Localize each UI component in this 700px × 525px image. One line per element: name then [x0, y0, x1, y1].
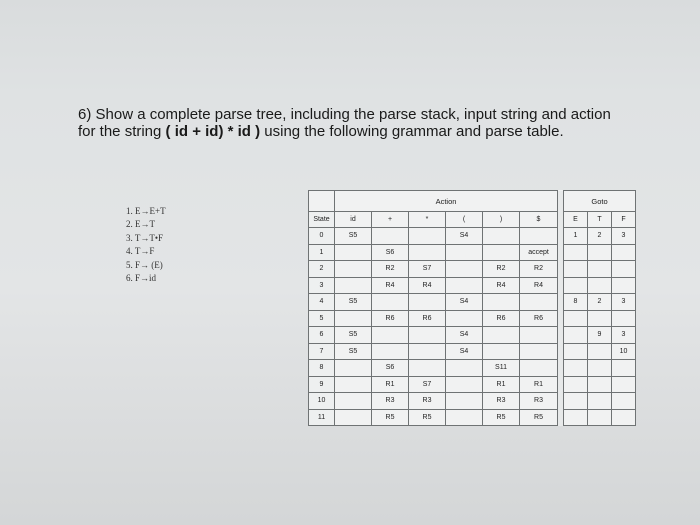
- action-cell: [446, 409, 483, 426]
- action-cell: R3: [409, 393, 446, 410]
- action-cell: R6: [372, 310, 409, 327]
- action-cell: [446, 310, 483, 327]
- action-cell: [446, 277, 483, 294]
- state-cell: 9: [309, 376, 335, 393]
- action-cell: R5: [520, 409, 558, 426]
- action-cell: [335, 261, 372, 278]
- goto-cell: 2: [588, 228, 612, 245]
- table-row: [309, 244, 636, 261]
- state-cell: 11: [309, 409, 335, 426]
- goto-cell: [564, 393, 588, 410]
- action-cell: S5: [335, 343, 372, 360]
- action-cell: [335, 409, 372, 426]
- action-cell: S4: [446, 294, 483, 311]
- action-cell: S7: [409, 376, 446, 393]
- goto-cell: [612, 376, 636, 393]
- action-cell: [335, 310, 372, 327]
- goto-cell: [588, 393, 612, 410]
- goto-cell: [564, 360, 588, 377]
- action-cell: [372, 294, 409, 311]
- action-cell: R2: [372, 261, 409, 278]
- action-cell: R3: [483, 393, 520, 410]
- action-cell: R5: [372, 409, 409, 426]
- goto-cell: [564, 409, 588, 426]
- action-cell: [520, 294, 558, 311]
- goto-cell: [588, 261, 612, 278]
- table-row: [309, 261, 636, 278]
- action-cell: S4: [446, 327, 483, 344]
- goto-cell: [564, 261, 588, 278]
- table-row: [309, 228, 636, 245]
- table-row: [309, 409, 636, 426]
- state-cell: 5: [309, 310, 335, 327]
- table-row: [309, 277, 636, 294]
- goto-cell: 1: [564, 228, 588, 245]
- action-cell: S4: [446, 228, 483, 245]
- goto-cell: [588, 277, 612, 294]
- action-cell: R2: [483, 261, 520, 278]
- state-cell: 2: [309, 261, 335, 278]
- action-cell: R4: [483, 277, 520, 294]
- action-cell: R1: [372, 376, 409, 393]
- goto-cell: [612, 393, 636, 410]
- goto-column-header: F: [612, 212, 636, 228]
- grammar-rule: 3. T→T•F: [126, 232, 163, 243]
- goto-column-header: T: [588, 212, 612, 228]
- table-row: [309, 376, 636, 393]
- action-cell: [446, 360, 483, 377]
- action-cell: R1: [520, 376, 558, 393]
- goto-cell: [564, 310, 588, 327]
- action-cell: S6: [372, 360, 409, 377]
- table-row: [309, 327, 636, 344]
- goto-cell: 3: [612, 294, 636, 311]
- action-cell: S7: [409, 261, 446, 278]
- state-cell: 1: [309, 244, 335, 261]
- action-column-header: (: [446, 212, 483, 228]
- parse-table: [308, 190, 636, 426]
- table-row: [309, 310, 636, 327]
- goto-cell: [588, 360, 612, 377]
- goto-cell: 8: [564, 294, 588, 311]
- action-cell: [446, 261, 483, 278]
- goto-cell: 9: [588, 327, 612, 344]
- action-cell: S11: [483, 360, 520, 377]
- grammar-rule: 6. F→id: [126, 273, 157, 284]
- action-cell: S5: [335, 327, 372, 344]
- action-cell: R3: [520, 393, 558, 410]
- action-cell: R4: [372, 277, 409, 294]
- action-cell: S6: [372, 244, 409, 261]
- action-cell: [520, 343, 558, 360]
- goto-cell: [612, 261, 636, 278]
- action-cell: [520, 360, 558, 377]
- grammar-rule: 1. E→E+T: [126, 206, 166, 216]
- state-cell: 8: [309, 360, 335, 377]
- action-cell: R3: [372, 393, 409, 410]
- goto-cell: [564, 343, 588, 360]
- grammar-rule: 2. E→T: [126, 219, 155, 230]
- action-cell: [483, 343, 520, 360]
- question-line-2: [78, 123, 678, 140]
- goto-cell: [612, 277, 636, 294]
- input-string: ( id + id) * id ): [165, 123, 261, 140]
- goto-cell: 10: [612, 343, 636, 360]
- goto-cell: [612, 360, 636, 377]
- action-cell: [335, 277, 372, 294]
- goto-cell: 3: [612, 327, 636, 344]
- action-cell: [520, 228, 558, 245]
- table-row: [309, 393, 636, 410]
- table-row: [309, 343, 636, 360]
- action-cell: [409, 244, 446, 261]
- action-cell: [335, 376, 372, 393]
- goto-cell: 2: [588, 294, 612, 311]
- action-column-header: +: [372, 212, 409, 228]
- action-cell: [483, 327, 520, 344]
- state-header: State: [309, 212, 335, 228]
- action-cell: [446, 376, 483, 393]
- goto-cell: [612, 409, 636, 426]
- grammar-rule: 5. F→ (E): [126, 259, 163, 270]
- action-cell: [372, 228, 409, 245]
- goto-cell: [588, 409, 612, 426]
- action-cell: S4: [446, 343, 483, 360]
- parse-table-body: [309, 228, 636, 426]
- goto-cell: [564, 327, 588, 344]
- state-cell: 0: [309, 228, 335, 245]
- state-cell: 6: [309, 327, 335, 344]
- action-cell: S5: [335, 228, 372, 245]
- action-cell: [520, 327, 558, 344]
- table-row: [309, 360, 636, 377]
- question-line-2-end: using the following grammar and parse table.: [260, 123, 564, 140]
- question-line-2-start: for the string: [78, 123, 166, 140]
- goto-cell: [612, 310, 636, 327]
- action-cell: R1: [483, 376, 520, 393]
- action-cell: R5: [409, 409, 446, 426]
- goto-cell: [588, 343, 612, 360]
- goto-cell: [564, 244, 588, 261]
- goto-cell: [588, 244, 612, 261]
- grammar-rule: 4. T→F: [126, 246, 155, 257]
- question-line-1: 6) Show a complete parse tree, including the parse stack, input string and action: [78, 106, 611, 123]
- action-cell: R6: [483, 310, 520, 327]
- action-cell: [335, 244, 372, 261]
- action-column-header: $: [520, 212, 558, 228]
- state-cell: 7: [309, 343, 335, 360]
- action-cell: [335, 393, 372, 410]
- goto-title: Goto: [564, 191, 636, 212]
- question-text: [78, 106, 678, 140]
- action-cell: [409, 343, 446, 360]
- action-cell: accept: [520, 244, 558, 261]
- state-cell: 3: [309, 277, 335, 294]
- action-cell: [483, 244, 520, 261]
- grammar-rules: [126, 205, 166, 285]
- action-cell: [446, 393, 483, 410]
- action-cell: [372, 327, 409, 344]
- action-cell: R6: [409, 310, 446, 327]
- action-cell: [483, 294, 520, 311]
- action-column-header: id: [335, 212, 372, 228]
- table-row: [309, 294, 636, 311]
- action-cell: [483, 228, 520, 245]
- action-column-header: *: [409, 212, 446, 228]
- action-cell: S5: [335, 294, 372, 311]
- action-cell: [335, 360, 372, 377]
- action-cell: [372, 343, 409, 360]
- goto-cell: [564, 277, 588, 294]
- goto-cell: [564, 376, 588, 393]
- action-cell: R2: [520, 261, 558, 278]
- goto-cell: [588, 310, 612, 327]
- action-cell: R5: [483, 409, 520, 426]
- state-cell: 10: [309, 393, 335, 410]
- action-cell: R4: [520, 277, 558, 294]
- goto-cell: 3: [612, 228, 636, 245]
- action-cell: [409, 228, 446, 245]
- state-cell: 4: [309, 294, 335, 311]
- action-cell: [409, 360, 446, 377]
- action-cell: R6: [520, 310, 558, 327]
- action-cell: [446, 244, 483, 261]
- goto-cell: [612, 244, 636, 261]
- action-cell: [409, 294, 446, 311]
- goto-column-header: E: [564, 212, 588, 228]
- action-title: Action: [335, 191, 558, 212]
- goto-cell: [588, 376, 612, 393]
- action-column-header: ): [483, 212, 520, 228]
- action-cell: [409, 327, 446, 344]
- action-cell: R4: [409, 277, 446, 294]
